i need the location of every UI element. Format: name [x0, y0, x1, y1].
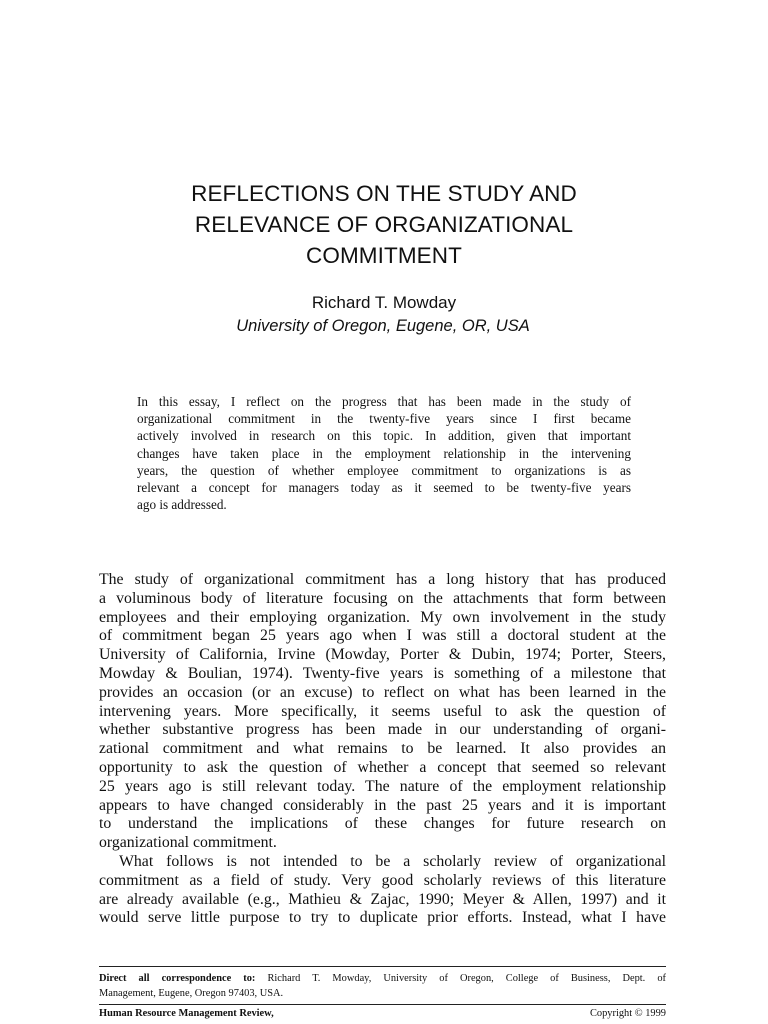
- body-line: zational commitment and what remains to be learned. It also provides an: [99, 740, 666, 758]
- body-line: organizational commitment.: [99, 834, 277, 852]
- body-line: of commitment began 25 years ago when I was still a doctoral student at the: [99, 627, 666, 645]
- footnote-label: Direct all correspondence to:: [99, 973, 256, 984]
- title-line: RELEVANCE OF ORGANIZATIONAL: [194, 212, 574, 237]
- copyright-notice: Copyright © 1999: [589, 1008, 666, 1019]
- body-line: What follows is not intended to be a scholarly review of organizational: [119, 852, 666, 870]
- body-line: provides an occasion (or an excuse) to reflect on what has been learned in the: [99, 683, 666, 701]
- correspondence-footnote: [99, 971, 666, 1001]
- abstract-line: actively involved in research on this topic. In addition, given that important: [137, 428, 631, 444]
- body-text: [99, 571, 666, 928]
- body-line: are already available (e.g., Mathieu & Zajac, 1990; Meyer & Allen, 1997) and it: [99, 890, 666, 908]
- footnote-rule: [99, 966, 666, 967]
- abstract-line: changes have taken place in the employment relationship in the intervening: [137, 445, 631, 461]
- body-line: The study of organizational commitment has a long history that has produced: [99, 571, 666, 588]
- body-line: Mowday & Boulian, 1974). Twenty-five years is something of a milestone that: [99, 664, 666, 682]
- author-name: Richard T. Mowday: [311, 293, 457, 312]
- title-line: REFLECTIONS ON THE STUDY AND: [191, 181, 577, 206]
- abstract-line: ago is addressed.: [137, 497, 227, 513]
- paragraph-2: [99, 853, 666, 928]
- footer-rule: [99, 1004, 666, 1005]
- body-line: to understand the implications of these changes for future research on: [99, 815, 666, 833]
- body-line: employees and their employing organization. My own involvement in the study: [99, 608, 666, 626]
- paper-title: [0, 178, 768, 271]
- abstract: [137, 393, 631, 513]
- footnote-address-2: Management, Eugene, Oregon 97403, USA.: [99, 988, 284, 999]
- abstract-line: years, the question of whether employee commitment to organizations is as: [137, 462, 631, 478]
- footnote-address-1: Richard T. Mowday, University of Oregon, College of Business, Dept. of: [267, 973, 666, 984]
- body-line: commitment as a field of study. Very good scholarly reviews of this literature: [99, 871, 666, 889]
- author-affiliation: University of Oregon, Eugene, OR, USA: [236, 317, 530, 335]
- body-line: a voluminous body of literature focusing on the attachments that form between: [99, 589, 666, 607]
- body-line: 25 years ago is still relevant today. The nature of the employment relationship: [99, 777, 666, 795]
- paragraph-1: [99, 571, 666, 853]
- body-line: whether substantive progress has been made in our understanding of organi-: [99, 721, 666, 739]
- body-line: intervening years. More specifically, it seems useful to ask the question of: [99, 702, 666, 720]
- body-line: University of California, Irvine (Mowday, Porter & Dubin, 1974; Porter, Steers,: [99, 646, 666, 664]
- body-line: appears to have changed considerably in the past 25 years and it is important: [99, 796, 666, 814]
- title-line: COMMITMENT: [306, 243, 462, 268]
- abstract-line: In this essay, I reflect on the progress that has been made in the study of: [137, 394, 631, 409]
- abstract-line: relevant a concept for managers today as it seemed to be twenty-five years: [137, 480, 631, 496]
- body-line: would serve little purpose to try to duplicate prior efforts. Instead, what I have: [99, 909, 666, 927]
- body-line: opportunity to ask the question of whether a concept that seemed so relevant: [99, 758, 666, 776]
- footnote-line: [99, 971, 666, 986]
- journal-name: Human Resource Management Review,: [99, 1008, 274, 1019]
- abstract-line: organizational commitment in the twenty-five years since I first became: [137, 411, 631, 427]
